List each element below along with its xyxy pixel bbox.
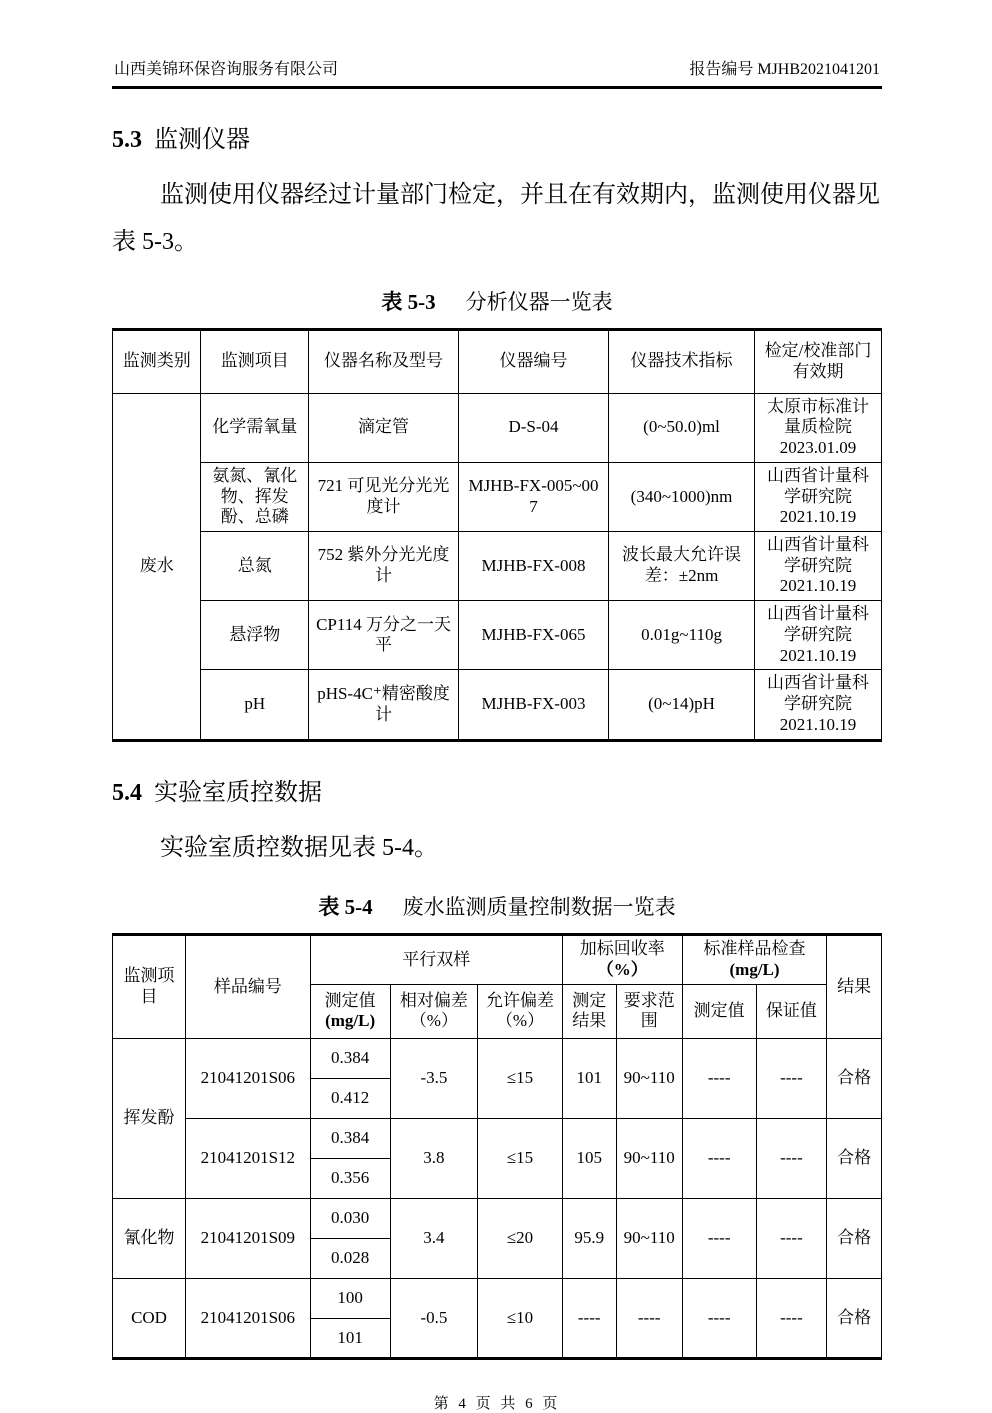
- cell-duplicate-value-1: 100: [310, 1278, 390, 1318]
- header-dup-measured-line2: (mg/L): [325, 1011, 376, 1031]
- instrument-row: [113, 670, 882, 740]
- cell-tech-spec: (0~14)pH: [608, 670, 754, 740]
- cell-instrument-name: 滴定管: [309, 393, 459, 462]
- table-5-3-header-row: [113, 329, 882, 393]
- cell-standard-certified: ----: [756, 1118, 827, 1198]
- header-standard-sample-group: [682, 935, 827, 984]
- page-footer: [112, 1392, 882, 1413]
- cell-monitor-category: 废水: [113, 393, 201, 740]
- report-number: 报告编号 MJHB2021041201: [689, 61, 880, 78]
- cell-instrument-name: 721 可见光分光光度计: [309, 462, 459, 531]
- cell-calibration: [755, 670, 882, 740]
- header-monitor-item: 监测项目: [201, 329, 309, 393]
- cell-monitor-item: 化学需氧量: [201, 393, 309, 462]
- section-5-4-paragraph: 实验室质控数据见表 5-4。: [160, 834, 438, 861]
- header-standard-certified: 保证值: [756, 984, 827, 1038]
- cell-relative-deviation: 3.4: [390, 1198, 478, 1278]
- cell-standard-measured: ----: [682, 1118, 756, 1198]
- cell-instrument-code: D-S-04: [459, 393, 609, 462]
- table-5-4: [112, 933, 882, 1359]
- cell-tech-spec: 波长最大允许误差：±2nm: [608, 532, 754, 601]
- cell-monitor-item: pH: [201, 670, 309, 740]
- cell-calibration: [755, 532, 882, 601]
- cell-spike-range: 90~110: [616, 1038, 682, 1118]
- cell-relative-deviation: -3.5: [390, 1038, 478, 1118]
- cell-duplicate-value-1: 0.384: [310, 1118, 390, 1158]
- section-5-3-paragraph: 监测使用仪器经过计量部门检定，并且在有效期内，监测使用仪器见表 5-3。: [112, 182, 880, 255]
- cell-instrument-code: MJHB-FX-005~007: [459, 462, 609, 531]
- header-tech-spec: 仪器技术指标: [608, 329, 754, 393]
- cell-qc-item: 挥发酚: [113, 1038, 186, 1198]
- cell-spike-result: 105: [562, 1118, 616, 1198]
- cell-spike-range: 90~110: [616, 1118, 682, 1198]
- cell-result: 合格: [827, 1198, 882, 1278]
- cell-allowed-deviation: ≤15: [478, 1118, 563, 1198]
- instrument-row: [113, 462, 882, 531]
- cell-instrument-code: MJHB-FX-008: [459, 532, 609, 601]
- cell-result: 合格: [827, 1278, 882, 1358]
- header-spike-recovery-group: [562, 935, 682, 984]
- calibration-valid-date: 2021.10.19: [779, 714, 857, 734]
- table-5-4-caption: [112, 891, 882, 921]
- header-calibration: 检定/校准部门有效期: [755, 329, 882, 393]
- header-duplicate-group: 平行双样: [310, 935, 562, 984]
- qc-sample-row: [113, 1038, 882, 1078]
- cell-duplicate-value-2: 0.356: [310, 1158, 390, 1198]
- cell-instrument-name: pHS-4C⁺精密酸度计: [309, 670, 459, 740]
- cell-allowed-deviation: ≤20: [478, 1198, 563, 1278]
- page-number-text: 第 4 页 共 6 页: [433, 1395, 561, 1412]
- cell-result: 合格: [827, 1038, 882, 1118]
- header-spike-recovery-line2: （%）: [596, 960, 648, 980]
- cell-duplicate-value-2: 101: [310, 1318, 390, 1358]
- cell-qc-item: 氰化物: [113, 1198, 186, 1278]
- doc-header: [112, 56, 882, 79]
- cell-calibration: [755, 601, 882, 670]
- header-spike-recovery-line1: 加标回收率: [579, 939, 665, 959]
- header-result: 结果: [827, 935, 882, 1038]
- table-5-4-header-row-1: [113, 935, 882, 984]
- calibration-agency: 太原市标准计量质检院: [767, 396, 870, 437]
- cell-calibration: [755, 393, 882, 462]
- cell-spike-result: 95.9: [562, 1198, 616, 1278]
- cell-spike-result: ----: [562, 1278, 616, 1358]
- section-5-3-heading: [112, 119, 882, 154]
- header-monitor-category: 监测类别: [113, 329, 201, 393]
- company-name: 山西美锦环保咨询服务有限公司: [114, 61, 339, 78]
- cell-spike-range: 90~110: [616, 1198, 682, 1278]
- cell-qc-item: COD: [113, 1278, 186, 1358]
- cell-sample-id: 21041201S06: [186, 1038, 311, 1118]
- cell-sample-id: 21041201S09: [186, 1198, 311, 1278]
- caption-prefix: 表 5-3: [381, 289, 436, 314]
- header-standard-sample-line1: 标准样品检查: [703, 939, 806, 959]
- cell-instrument-code: MJHB-FX-003: [459, 670, 609, 740]
- cell-duplicate-value-1: 0.384: [310, 1038, 390, 1078]
- section-5-4-heading: [112, 772, 882, 807]
- cell-spike-result: 101: [562, 1038, 616, 1118]
- header-relative-deviation: 相对偏差（%）: [390, 984, 478, 1038]
- calibration-valid-date: 2021.10.19: [779, 645, 857, 665]
- header-rule: [112, 86, 882, 89]
- cell-tech-spec: (340~1000)nm: [608, 462, 754, 531]
- header-instrument-name: 仪器名称及型号: [309, 329, 459, 393]
- header-allowed-deviation: 允许偏差（%）: [478, 984, 563, 1038]
- header-standard-sample-line2: (mg/L): [729, 960, 780, 980]
- cell-sample-id: 21041201S12: [186, 1118, 311, 1198]
- section-number: 5.3: [112, 127, 142, 153]
- header-dup-measured-line1: 测定值: [324, 990, 376, 1010]
- header-spike-result: 测定结果: [562, 984, 616, 1038]
- table-5-4-body: [113, 1038, 882, 1358]
- instrument-row: [113, 532, 882, 601]
- cell-standard-certified: ----: [756, 1038, 827, 1118]
- cell-spike-range: ----: [616, 1278, 682, 1358]
- calibration-valid-date: 2023.01.09: [779, 438, 857, 458]
- cell-relative-deviation: 3.8: [390, 1118, 478, 1198]
- header-dup-measured: [310, 984, 390, 1038]
- cell-standard-certified: ----: [756, 1278, 827, 1358]
- cell-allowed-deviation: ≤15: [478, 1038, 563, 1118]
- qc-sample-row: [113, 1198, 882, 1238]
- section-number: 5.4: [112, 779, 142, 806]
- cell-duplicate-value-2: 0.028: [310, 1238, 390, 1278]
- caption-text: 废水监测质量控制数据一览表: [402, 895, 676, 920]
- cell-standard-measured: ----: [682, 1038, 756, 1118]
- table-5-3-caption: [112, 286, 882, 316]
- calibration-agency: 山西省计量科学研究院: [767, 673, 870, 714]
- calibration-agency: 山西省计量科学研究院: [767, 604, 870, 644]
- cell-standard-measured: ----: [682, 1278, 756, 1358]
- section-title: 实验室质控数据: [154, 779, 322, 806]
- table-5-3: [112, 328, 882, 742]
- section-title: 监测仪器: [154, 127, 250, 153]
- caption-prefix: 表 5-4: [318, 895, 373, 920]
- cell-standard-measured: ----: [682, 1198, 756, 1278]
- cell-sample-id: 21041201S06: [186, 1278, 311, 1358]
- cell-tech-spec: 0.01g~110g: [608, 601, 754, 670]
- header-spike-range: 要求范围: [616, 984, 682, 1038]
- instrument-row: [113, 601, 882, 670]
- header-sample-id: 样品编号: [186, 935, 311, 1038]
- cell-result: 合格: [827, 1118, 882, 1198]
- cell-monitor-item: 总氮: [201, 532, 309, 601]
- cell-allowed-deviation: ≤10: [478, 1278, 563, 1358]
- header-instrument-code: 仪器编号: [459, 329, 609, 393]
- calibration-valid-date: 2021.10.19: [779, 507, 857, 527]
- qc-sample-row: [113, 1278, 882, 1318]
- caption-text: 分析仪器一览表: [465, 289, 613, 314]
- cell-relative-deviation: -0.5: [390, 1278, 478, 1358]
- instrument-row: [113, 393, 882, 462]
- cell-instrument-name: 752 紫外分光光度计: [309, 532, 459, 601]
- calibration-agency: 山西省计量科学研究院: [767, 535, 870, 575]
- header-standard-measured: 测定值: [682, 984, 756, 1038]
- cell-instrument-code: MJHB-FX-065: [459, 601, 609, 670]
- qc-sample-row: [113, 1118, 882, 1158]
- table-5-3-body: [113, 393, 882, 740]
- cell-monitor-item: 悬浮物: [201, 601, 309, 670]
- cell-standard-certified: ----: [756, 1198, 827, 1278]
- cell-calibration: [755, 462, 882, 531]
- calibration-valid-date: 2021.10.19: [779, 576, 857, 596]
- cell-instrument-name: CP114 万分之一天平: [309, 601, 459, 670]
- cell-duplicate-value-1: 0.030: [310, 1198, 390, 1238]
- cell-duplicate-value-2: 0.412: [310, 1078, 390, 1118]
- calibration-agency: 山西省计量科学研究院: [767, 465, 870, 506]
- cell-monitor-item: 氨氮、氰化物、挥发酚、总磷: [201, 462, 309, 531]
- cell-tech-spec: (0~50.0)ml: [608, 393, 754, 462]
- header-qc-item: 监测项目: [113, 935, 186, 1038]
